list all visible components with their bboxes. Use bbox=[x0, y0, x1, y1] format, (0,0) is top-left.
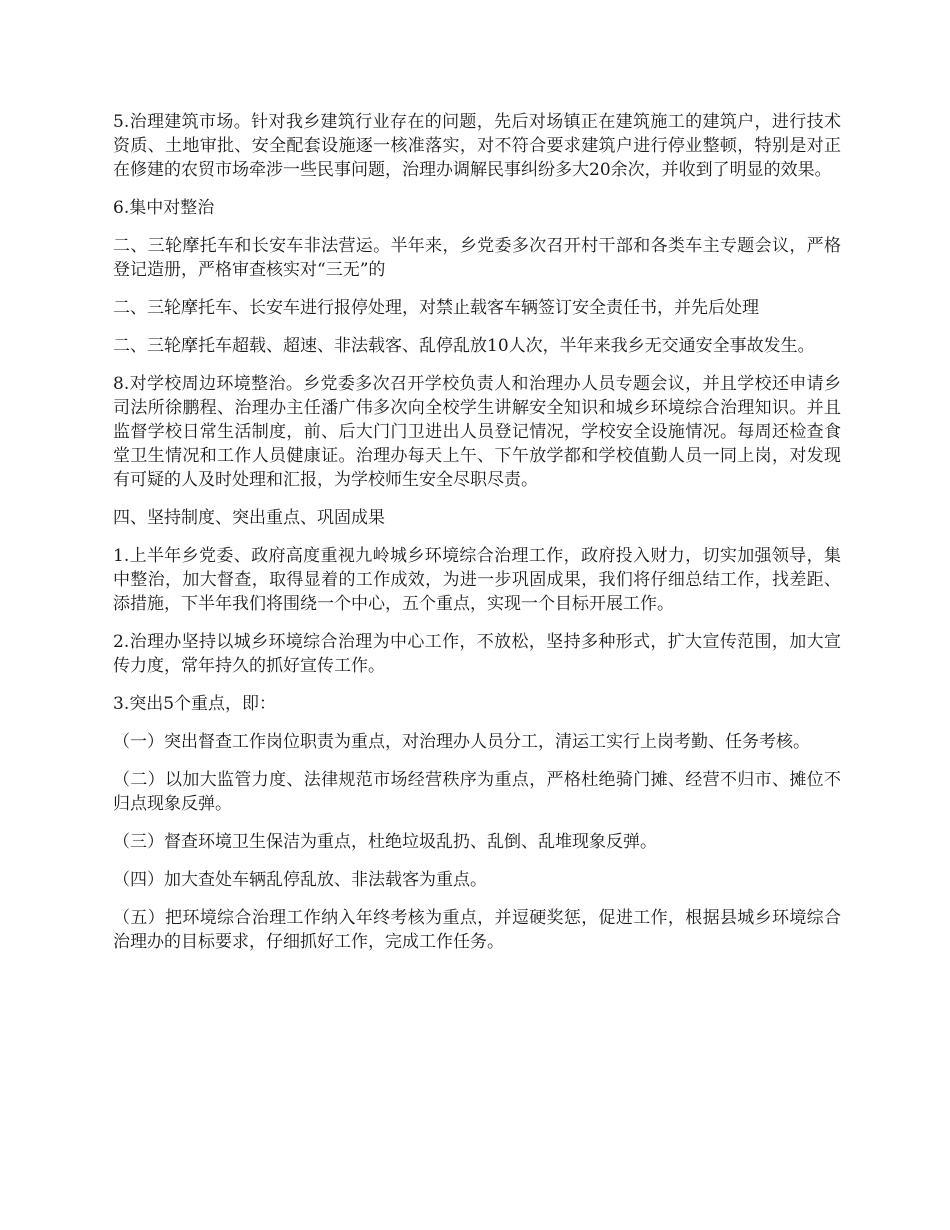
list-item-key-point-4: （四）加大查处车辆乱停乱放、非法载客为重点。 bbox=[113, 870, 487, 890]
paragraph-illegal-operation: 二、三轮摩托车和长安车非法营运。半年来，乡党委多次召开村干部和各类车主专题会议，严格登记造册，严格审查核实对“三无”的 bbox=[113, 236, 841, 280]
paragraph-five-key-points: 3.突出5个重点，即： bbox=[113, 694, 277, 714]
section-heading-four: 四、坚持制度、突出重点、巩固成果 bbox=[113, 508, 385, 528]
paragraph-first-half-summary: 1.上半年乡党委、政府高度重视九岭城乡环境综合治理工作，政府投入财力，切实加强领导，集中整治，加大督查，取得显着的工作成效，为进一步巩固成果，我们将仔细总结工作，找差距、添措施，下半年我们将围绕一个中心，五个重点，实现一个目标开展工作。 bbox=[113, 546, 841, 614]
document-body bbox=[113, 110, 841, 968]
paragraph-school-environment: 8.对学校周边环境整治。乡党委多次召开学校负责人和治理办人员专题会议，并且学校还申请乡司法所徐鹏程、治理办主任潘广伟多次向全校学生讲解安全知识和城乡环境综合治理知识。并且监督学校日常生活制度，前、后大门门卫进出人员登记情况，学校安全设施情况。每周还检查食堂卫生情况和工作人员健康证。治理办每天上午、下午放学都和学校值勤人员一同上岗，对发现有可疑的人及时处理和汇报，为学校师生安全尽职尽责。 bbox=[113, 374, 841, 490]
paragraph-suspension-handling: 二、三轮摩托车、长安车进行报停处理，对禁止载客车辆签订安全责任书，并先后处理 bbox=[113, 298, 759, 318]
list-item-key-point-1: （一）突出督查工作岗位职责为重点，对治理办人员分工，清运工实行上岗考勤、任务考核。 bbox=[113, 732, 810, 752]
paragraph-overload-handling: 二、三轮摩托车超载、超速、非法载客、乱停乱放10人次，半年来我乡无交通安全事故发生。 bbox=[113, 336, 815, 356]
list-item-key-point-3: （三）督查环境卫生保洁为重点，杜绝垃圾乱扔、乱倒、乱堆现象反弹。 bbox=[113, 832, 657, 852]
paragraph-publicity-work: 2.治理办坚持以城乡环境综合治理为中心工作，不放松，坚持多种形式，扩大宣传范围，加大宣传力度，常年持久的抓好宣传工作。 bbox=[113, 632, 841, 676]
list-item-key-point-2: （二）以加大监管力度、法律规范市场经营秩序为重点，严格杜绝骑门摊、经营不归市、摊位不归点现象反弹。 bbox=[113, 770, 841, 814]
paragraph-building-market: 5.治理建筑市场。针对我乡建筑行业存在的问题，先后对场镇正在建筑施工的建筑户，进行技术资质、土地审批、安全配套设施逐一核准落实，对不符合要求建筑户进行停业整顿，特别是对正在修建的农贸市场牵涉一些民事问题，治理办调解民事纠纷多大20余次，并收到了明显的效果。 bbox=[113, 112, 841, 180]
list-item-key-point-5: （五）把环境综合治理工作纳入年终考核为重点，并逗硬奖惩，促进工作，根据县城乡环境综合治理办的目标要求，仔细抓好工作，完成工作任务。 bbox=[113, 908, 841, 952]
paragraph-concentrated-rectification: 6.集中对整治 bbox=[113, 198, 215, 218]
